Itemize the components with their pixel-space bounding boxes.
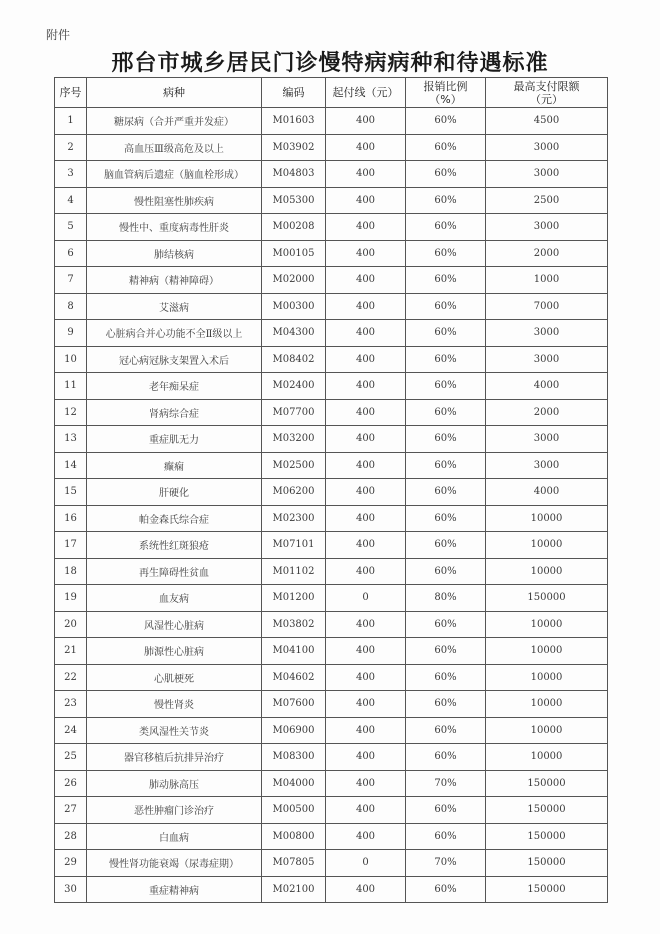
cell-limit: 2000 [486,399,608,426]
cell-code: M03902 [262,134,326,161]
cell-disease: 慢性中、重度病毒性肝炎 [87,214,262,241]
table-row [55,797,608,824]
cell-deductible: 400 [326,426,406,453]
cell-limit: 10000 [486,691,608,718]
cell-disease: 器官移植后抗排异治疗 [87,744,262,771]
cell-limit: 3000 [486,214,608,241]
cell-code: M06900 [262,717,326,744]
cell-code: M08402 [262,346,326,373]
cell-no: 8 [55,293,87,320]
cell-ratio: 60% [406,161,486,188]
cell-code: M02400 [262,373,326,400]
table-row [55,267,608,294]
cell-disease: 心肌梗死 [87,664,262,691]
header-limit-label: 最高支付限额 [513,79,580,93]
cell-limit: 1000 [486,267,608,294]
document-title: 邢台市城乡居民门诊慢特病病种和待遇标准 [111,51,549,76]
cell-ratio: 60% [406,399,486,426]
cell-disease: 肝硬化 [87,479,262,506]
cell-no: 5 [55,214,87,241]
cell-code: M00105 [262,240,326,267]
cell-deductible: 400 [326,770,406,797]
cell-limit: 3000 [486,320,608,347]
attachment-label: 附件 [46,28,71,42]
cell-code: M00208 [262,214,326,241]
cell-disease: 脑血管病后遗症（脑血栓形成） [87,161,262,188]
header-code: 编码 [262,78,326,108]
cell-code: M03802 [262,611,326,638]
cell-no: 26 [55,770,87,797]
cell-disease: 高血压Ⅲ级高危及以上 [87,134,262,161]
cell-ratio: 60% [406,532,486,559]
cell-deductible: 400 [326,479,406,506]
cell-limit: 10000 [486,664,608,691]
table-row [55,452,608,479]
disease-standards-table [54,77,608,903]
cell-ratio: 60% [406,717,486,744]
cell-ratio: 60% [406,664,486,691]
cell-disease: 肺动脉高压 [87,770,262,797]
table-row [55,293,608,320]
table-row [55,161,608,188]
cell-deductible: 400 [326,638,406,665]
cell-ratio: 60% [406,797,486,824]
cell-disease: 帕金森氏综合症 [87,505,262,532]
table-row [55,691,608,718]
cell-limit: 2500 [486,187,608,214]
table-row [55,479,608,506]
table-row [55,399,608,426]
cell-ratio: 60% [406,505,486,532]
cell-disease: 再生障碍性贫血 [87,558,262,585]
cell-no: 6 [55,240,87,267]
cell-ratio: 60% [406,744,486,771]
table-row [55,611,608,638]
cell-disease: 系统性红斑狼疮 [87,532,262,559]
cell-code: M06200 [262,479,326,506]
cell-limit: 150000 [486,770,608,797]
cell-no: 23 [55,691,87,718]
cell-disease: 艾滋病 [87,293,262,320]
cell-deductible: 400 [326,134,406,161]
cell-code: M05300 [262,187,326,214]
cell-code: M01102 [262,558,326,585]
cell-code: M07101 [262,532,326,559]
cell-disease: 肾病综合症 [87,399,262,426]
cell-ratio: 60% [406,373,486,400]
cell-ratio: 60% [406,691,486,718]
cell-limit: 4000 [486,479,608,506]
cell-ratio: 60% [406,267,486,294]
cell-deductible: 400 [326,611,406,638]
cell-deductible: 400 [326,691,406,718]
cell-limit: 10000 [486,532,608,559]
cell-ratio: 60% [406,214,486,241]
cell-ratio: 60% [406,108,486,135]
cell-no: 21 [55,638,87,665]
cell-no: 17 [55,532,87,559]
cell-no: 13 [55,426,87,453]
header-deductible: 起付线（元） [326,78,406,108]
cell-deductible: 400 [326,744,406,771]
cell-limit: 10000 [486,611,608,638]
cell-limit: 10000 [486,505,608,532]
table-row [55,134,608,161]
cell-ratio: 60% [406,134,486,161]
cell-limit: 150000 [486,823,608,850]
header-disease: 病种 [87,78,262,108]
cell-deductible: 400 [326,876,406,903]
cell-ratio: 60% [406,240,486,267]
cell-no: 25 [55,744,87,771]
cell-code: M02500 [262,452,326,479]
header-max-payment [486,78,608,108]
cell-deductible: 400 [326,161,406,188]
cell-disease: 重症肌无力 [87,426,262,453]
header-ratio-label: 报销比例 [423,79,468,93]
table-row [55,850,608,877]
cell-code: M02300 [262,505,326,532]
cell-disease: 慢性肾炎 [87,691,262,718]
cell-deductible: 400 [326,399,406,426]
header-ratio-unit: （%） [429,92,462,106]
cell-limit: 10000 [486,638,608,665]
table-row [55,770,608,797]
cell-no: 1 [55,108,87,135]
cell-limit: 150000 [486,797,608,824]
cell-disease: 血友病 [87,585,262,612]
cell-disease: 精神病（精神障碍） [87,267,262,294]
cell-no: 19 [55,585,87,612]
cell-deductible: 400 [326,373,406,400]
table-row [55,823,608,850]
cell-limit: 4500 [486,108,608,135]
cell-disease: 重症精神病 [87,876,262,903]
cell-deductible: 400 [326,664,406,691]
cell-no: 12 [55,399,87,426]
cell-disease: 风湿性心脏病 [87,611,262,638]
cell-deductible: 400 [326,293,406,320]
cell-ratio: 70% [406,770,486,797]
header-reimbursement-ratio [406,78,486,108]
cell-code: M00300 [262,293,326,320]
table-row [55,240,608,267]
cell-disease: 恶性肿瘤门诊治疗 [87,797,262,824]
cell-ratio: 60% [406,293,486,320]
cell-no: 28 [55,823,87,850]
table-row [55,664,608,691]
cell-limit: 4000 [486,373,608,400]
cell-disease: 慢性阻塞性肺疾病 [87,187,262,214]
cell-limit: 3000 [486,161,608,188]
cell-code: M01200 [262,585,326,612]
table-row [55,187,608,214]
cell-no: 18 [55,558,87,585]
cell-limit: 10000 [486,558,608,585]
cell-limit: 150000 [486,876,608,903]
header-limit-unit: （元） [530,92,563,106]
cell-deductible: 400 [326,320,406,347]
table-row [55,108,608,135]
cell-ratio: 60% [406,346,486,373]
cell-no: 30 [55,876,87,903]
cell-code: M04100 [262,638,326,665]
cell-code: M08300 [262,744,326,771]
table-row [55,214,608,241]
cell-disease: 老年痴呆症 [87,373,262,400]
cell-ratio: 60% [406,320,486,347]
cell-deductible: 400 [326,532,406,559]
cell-deductible: 400 [326,108,406,135]
cell-disease: 慢性肾功能衰竭（尿毒症期） [87,850,262,877]
cell-deductible: 400 [326,346,406,373]
cell-ratio: 60% [406,426,486,453]
cell-ratio: 60% [406,638,486,665]
cell-limit: 150000 [486,850,608,877]
cell-limit: 150000 [486,585,608,612]
cell-deductible: 400 [326,267,406,294]
cell-disease: 癫痫 [87,452,262,479]
cell-deductible: 400 [326,823,406,850]
table-row [55,558,608,585]
cell-no: 29 [55,850,87,877]
cell-no: 27 [55,797,87,824]
table-row [55,505,608,532]
cell-ratio: 60% [406,823,486,850]
cell-code: M04803 [262,161,326,188]
table-row [55,744,608,771]
cell-code: M07600 [262,691,326,718]
cell-code: M02000 [262,267,326,294]
cell-disease: 心脏病合并心功能不全Ⅱ级以上 [87,320,262,347]
cell-disease: 肺源性心脏病 [87,638,262,665]
cell-deductible: 400 [326,240,406,267]
cell-code: M04300 [262,320,326,347]
cell-no: 7 [55,267,87,294]
table-row [55,346,608,373]
cell-no: 3 [55,161,87,188]
cell-limit: 3000 [486,134,608,161]
cell-code: M04602 [262,664,326,691]
cell-ratio: 60% [406,558,486,585]
cell-deductible: 0 [326,850,406,877]
cell-deductible: 0 [326,585,406,612]
table-row [55,876,608,903]
cell-limit: 10000 [486,717,608,744]
cell-no: 4 [55,187,87,214]
table-header-row [55,78,608,108]
cell-ratio: 60% [406,876,486,903]
cell-deductible: 400 [326,187,406,214]
cell-code: M01603 [262,108,326,135]
cell-limit: 3000 [486,452,608,479]
cell-limit: 3000 [486,346,608,373]
cell-limit: 3000 [486,426,608,453]
table-row [55,585,608,612]
table-row [55,373,608,400]
cell-disease: 冠心病冠脉支架置入术后 [87,346,262,373]
cell-limit: 7000 [486,293,608,320]
cell-deductible: 400 [326,505,406,532]
cell-code: M00800 [262,823,326,850]
cell-deductible: 400 [326,717,406,744]
cell-no: 10 [55,346,87,373]
cell-code: M04000 [262,770,326,797]
table-row [55,717,608,744]
cell-limit: 10000 [486,744,608,771]
cell-deductible: 400 [326,452,406,479]
cell-code: M02100 [262,876,326,903]
header-no: 序号 [55,78,87,108]
table-row [55,320,608,347]
cell-ratio: 60% [406,611,486,638]
cell-ratio: 60% [406,479,486,506]
cell-no: 24 [55,717,87,744]
cell-code: M07805 [262,850,326,877]
cell-no: 22 [55,664,87,691]
cell-deductible: 400 [326,214,406,241]
cell-no: 9 [55,320,87,347]
cell-no: 15 [55,479,87,506]
cell-deductible: 400 [326,558,406,585]
cell-ratio: 70% [406,850,486,877]
cell-no: 2 [55,134,87,161]
cell-no: 16 [55,505,87,532]
table-row [55,426,608,453]
cell-deductible: 400 [326,797,406,824]
cell-no: 11 [55,373,87,400]
cell-ratio: 60% [406,187,486,214]
table-row [55,638,608,665]
cell-no: 14 [55,452,87,479]
cell-code: M00500 [262,797,326,824]
cell-code: M07700 [262,399,326,426]
cell-disease: 白血病 [87,823,262,850]
cell-disease: 肺结核病 [87,240,262,267]
cell-disease: 类风湿性关节炎 [87,717,262,744]
cell-ratio: 80% [406,585,486,612]
table-body [55,108,608,903]
cell-code: M03200 [262,426,326,453]
cell-limit: 2000 [486,240,608,267]
table-row [55,532,608,559]
cell-disease: 糖尿病（合并严重并发症） [87,108,262,135]
cell-ratio: 60% [406,452,486,479]
cell-no: 20 [55,611,87,638]
